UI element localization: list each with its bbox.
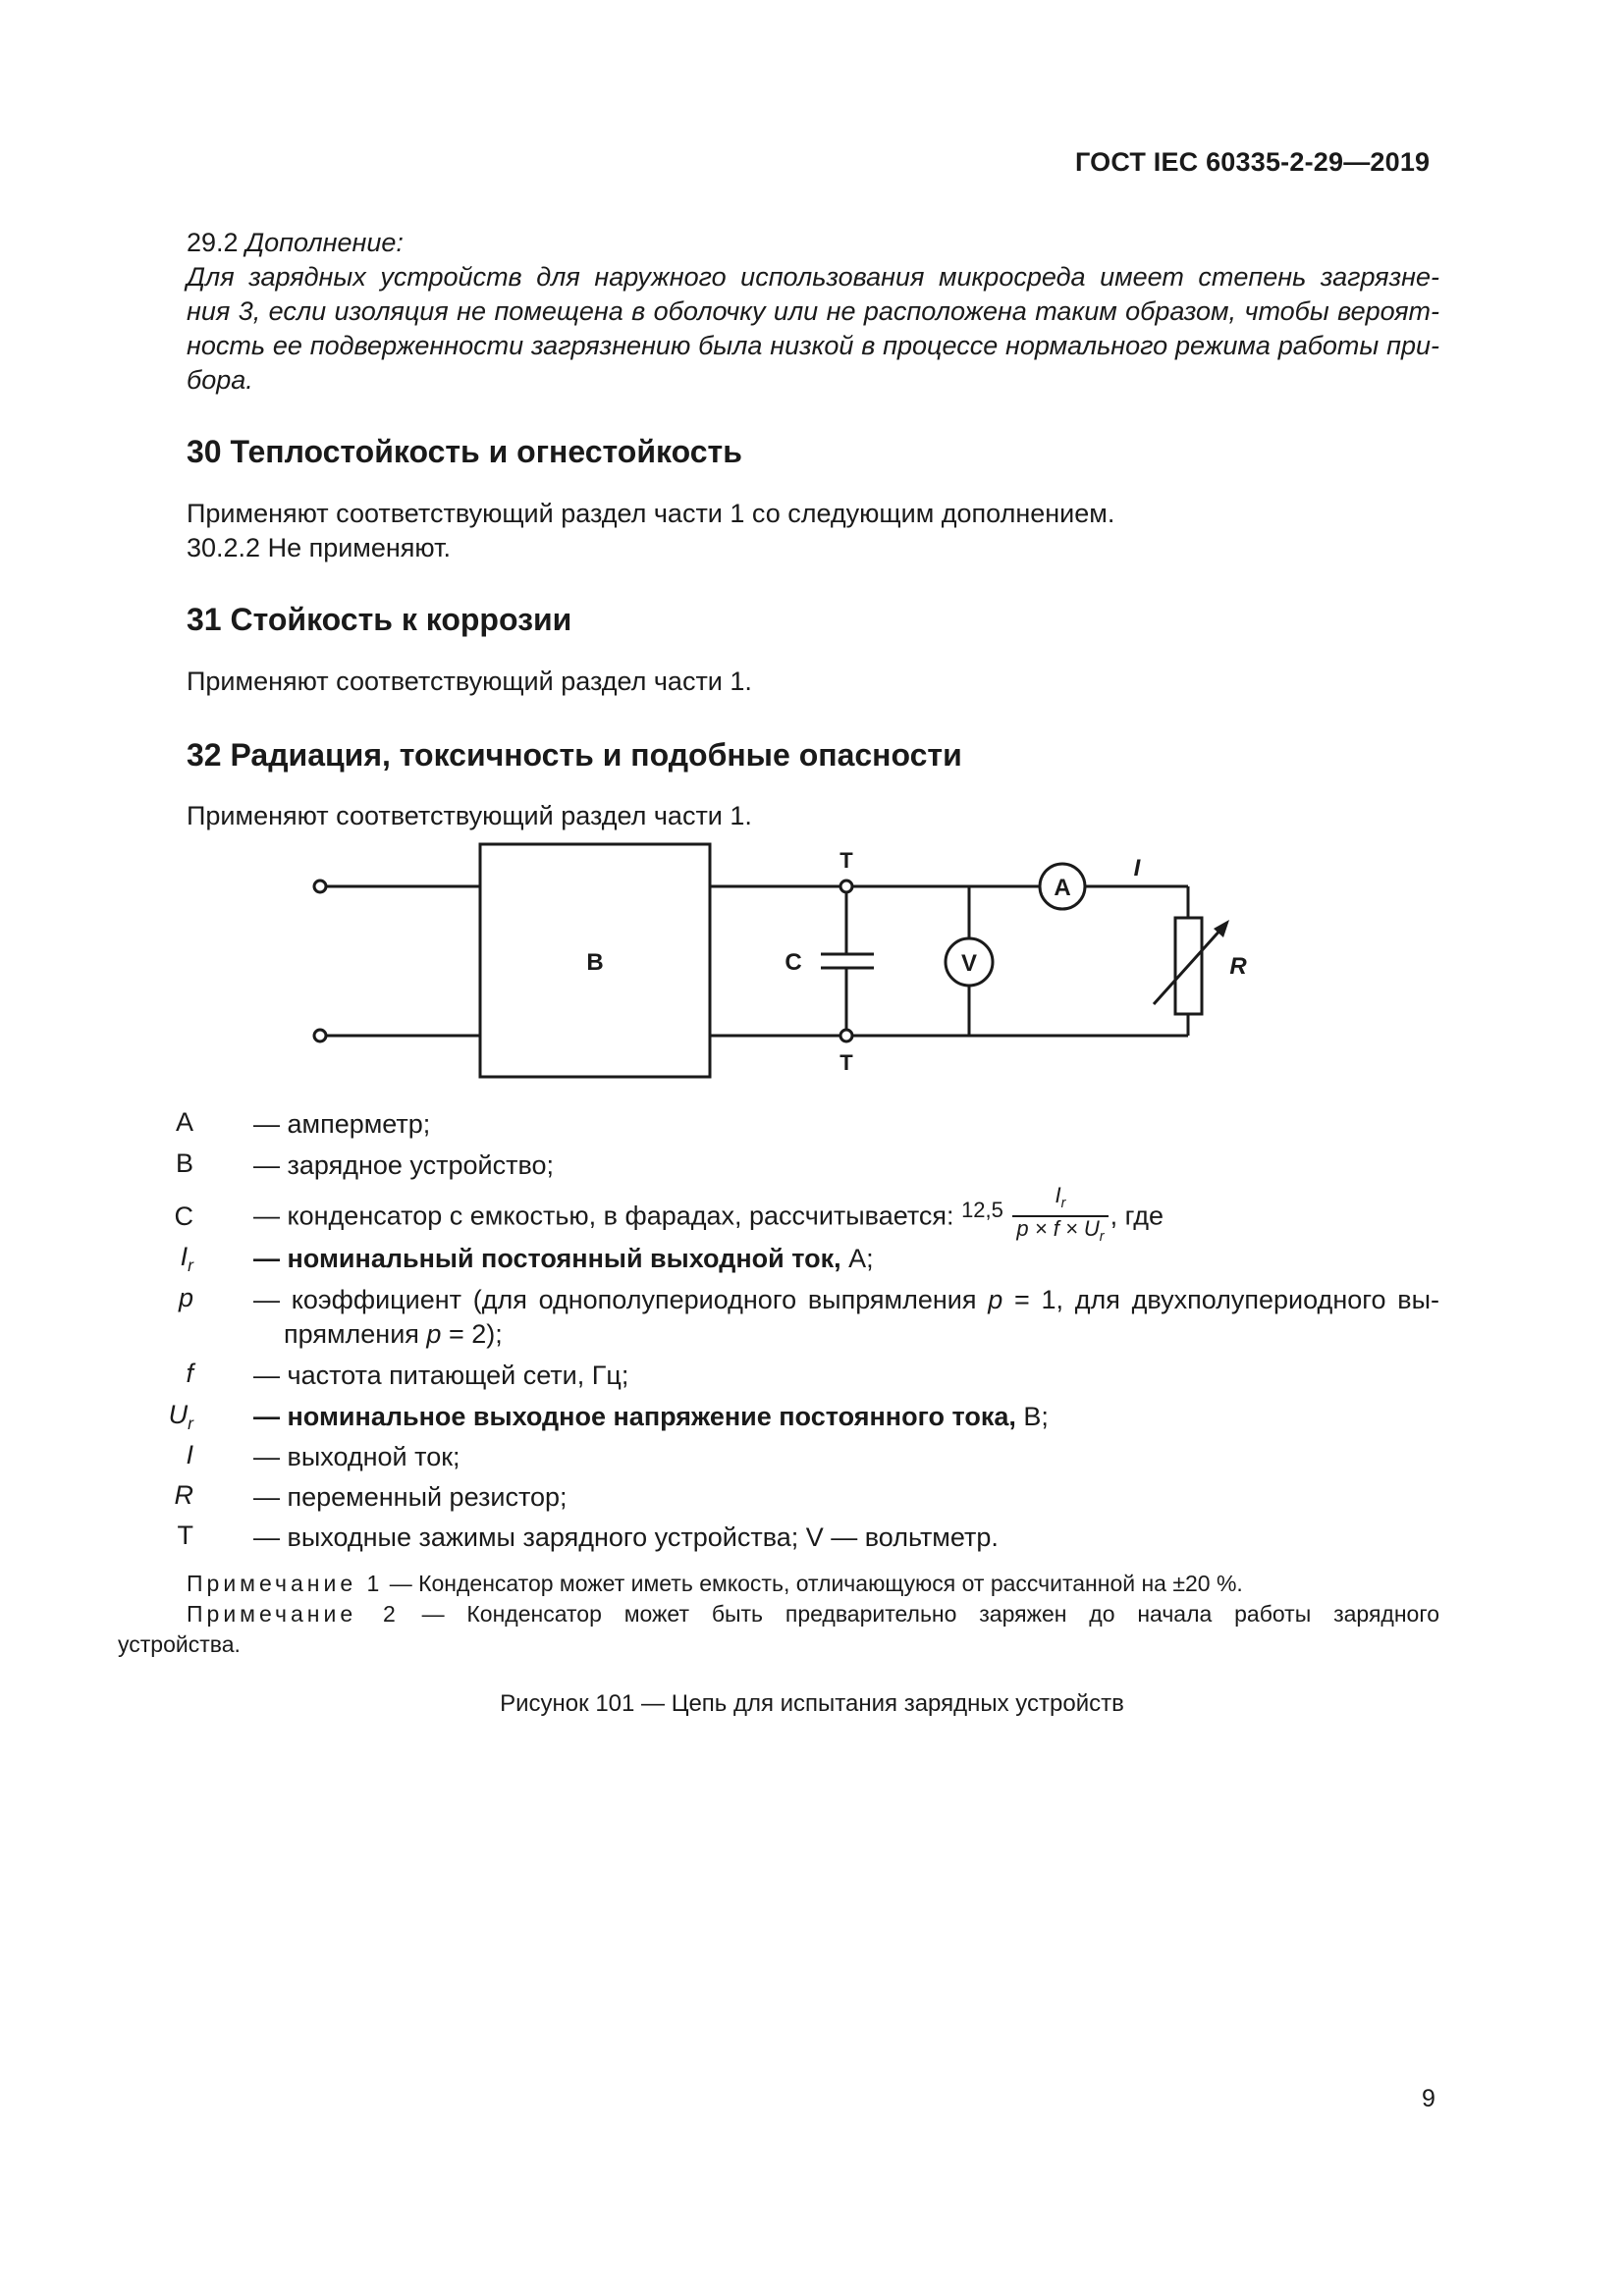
legend-text-i: — выходной ток; — [253, 1442, 460, 1471]
capacitance-formula: $\frac{I_r}{p \times f \times U_r}$ — [1012, 1184, 1108, 1249]
note-2-continuation: устройства. — [118, 1631, 241, 1657]
terminal-label-top: T — [839, 848, 853, 873]
section-31-text: Применяют соответствующий раздел части 1. — [187, 667, 752, 696]
legend-symbol-b: B — [175, 1148, 193, 1178]
document-header: ГОСТ IEC 60335-2-29—2019 — [1075, 147, 1431, 177]
legend-text-r: — переменный резистор; — [253, 1482, 568, 1512]
input-terminal-top — [314, 881, 326, 892]
legend-text-t: — выходные зажимы зарядного устройства; V — вольтметр. — [253, 1522, 999, 1552]
legend-text-p-line2: прямления p = 2); — [284, 1319, 503, 1349]
legend-symbol-i: I — [186, 1440, 193, 1469]
clause-29-2-line-3: ность ее подверженности загрязнению была низкой в процессе нормального режима работы при- — [187, 331, 1439, 360]
legend-text-f: — частота питающей сети, Гц; — [253, 1361, 629, 1390]
note-2: Примечание 2 — Конденсатор может быть предварительно заряжен до начала работы зарядного — [187, 1601, 1439, 1627]
clause-title: Дополнение: — [245, 228, 404, 257]
test-circuit-diagram — [0, 0, 1624, 1090]
current-label: I — [1133, 855, 1141, 881]
section-31-heading: 31 Стойкость к коррозии — [187, 602, 572, 637]
legend-symbol-c: C — [174, 1201, 193, 1231]
clause-number: 29.2 — [187, 228, 239, 257]
page-number: 9 — [1422, 2085, 1435, 2112]
legend-symbol-p: p — [178, 1283, 193, 1312]
ammeter-label: A — [1054, 875, 1071, 901]
capacitor-label: C — [785, 949, 802, 976]
legend-text-c: — конденсатор с емкостью, в фарадах, рассчитывается: $^{12,5}$ $\frac{I_r}{p \times f \times U_r}$ , где — [253, 1184, 1164, 1249]
output-terminal-top — [840, 881, 852, 892]
section-30-text: Применяют соответствующий раздел части 1 со следующим дополнением. — [187, 499, 1115, 528]
clause-29-2-line-1: Для зарядных устройств для наружного использования микросреда имеет степень загрязне- — [187, 262, 1439, 292]
legend-symbol-t: T — [177, 1521, 193, 1550]
legend-text-a: — амперметр; — [253, 1109, 431, 1139]
clause-29-2-line-4: бора. — [187, 365, 253, 395]
legend-symbol-a: A — [175, 1107, 193, 1137]
resistor-arrow-shaft — [1154, 928, 1222, 1004]
section-30-text-2: 30.2.2 Не применяют. — [187, 533, 451, 562]
section-30-heading: 30 Теплостойкость и огнестойкость — [187, 434, 742, 469]
legend-text-p-line1: — коэффициент (для однополупериодного выпрямления p = 1, для двухполупериодного вы- — [253, 1285, 1439, 1314]
section-32-heading: 32 Радиация, токсичность и подобные опасности — [187, 737, 962, 773]
input-terminal-bottom — [314, 1030, 326, 1041]
block-label: B — [586, 949, 604, 976]
legend-symbol-ir: $I_r$ — [180, 1242, 193, 1276]
figure-caption: Рисунок 101 — Цепь для испытания зарядных устройств — [500, 1690, 1124, 1717]
output-terminal-bottom — [840, 1030, 852, 1041]
legend-text-b: — зарядное устройство; — [253, 1150, 555, 1180]
legend-symbol-r: R — [174, 1480, 193, 1510]
resistor-label: R — [1229, 953, 1247, 980]
note-1: Примечание 1 — Конденсатор может иметь емкость, отличающуюся от рассчитанной на ±20 %. — [187, 1571, 1243, 1596]
legend-symbol-ur: $U_r$ — [168, 1400, 193, 1434]
legend-text-ir: — номинальный постоянный выходной ток, А; — [253, 1244, 874, 1273]
section-32-text: Применяют соответствующий раздел части 1. — [187, 801, 752, 830]
legend-text-ur: — номинальное выходное напряжение постоянного тока, В; — [253, 1402, 1049, 1431]
terminal-label-bottom: T — [839, 1050, 853, 1075]
clause-29-2-line-2: ния 3, если изоляция не помещена в оболочку или не расположена таким образом, чтобы вероят- — [187, 296, 1439, 326]
voltmeter-label: V — [960, 950, 978, 977]
legend-symbol-f: f — [186, 1359, 193, 1388]
formula-coefficient: 12,5 — [961, 1198, 1003, 1223]
